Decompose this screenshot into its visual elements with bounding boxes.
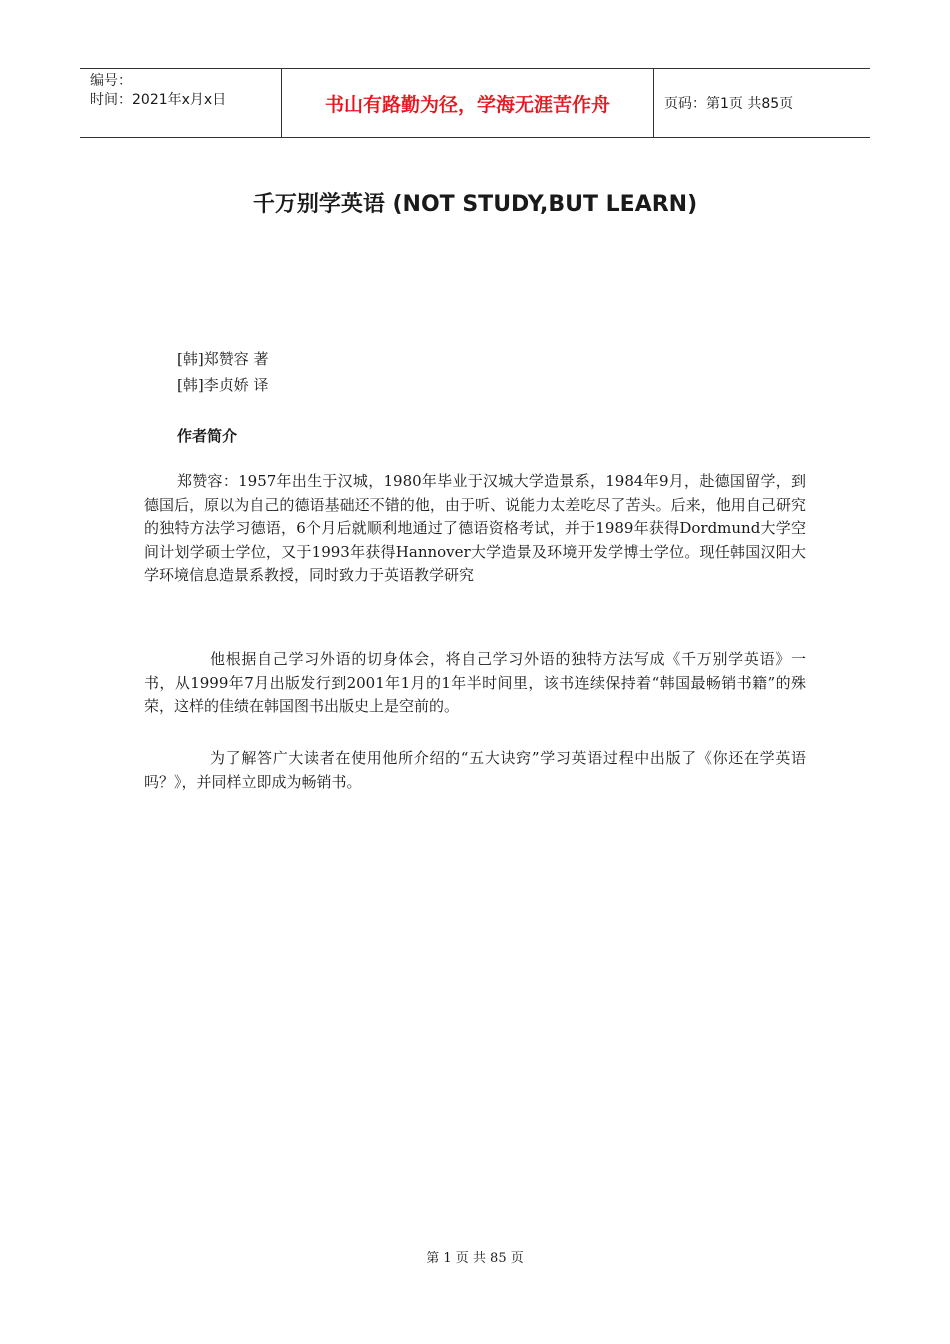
header-page-info: 页码：第1页 共85页 xyxy=(664,96,794,112)
number-label: 编号： xyxy=(90,73,132,89)
date-line: 时间：2021年x月x日 xyxy=(90,92,227,108)
paragraph-bio: 郑赞容：1957年出生于汉城，1980年毕业于汉城大学造景系，1984年9月，赴德国留学，到德国后，原以为自己的德语基础还不错的他，由于听、说能力太差吃尽了苦头。后来，他用自己研究的独特方法学习德语，6个月后就顺利地通过了德语资格考试，并于1989年获得Dordmund大学空间计划学硕士学位，又于1993年获得Hannover大学造景及环境开发学博士学位。现任韩国汉阳大学环境信息造景系教授，同时致力于英语教学研究 xyxy=(144,472,806,584)
document-header xyxy=(80,68,870,138)
author-line: [韩]郑赞容 著 xyxy=(177,350,269,368)
header-motto: 书山有路勤为径，学海无涯苦作舟 xyxy=(282,69,654,137)
translator-line: [韩]李贞娇 译 xyxy=(177,376,269,394)
page-footer: 第 1 页 共 85 页 xyxy=(426,1251,524,1266)
section-heading: 作者简介 xyxy=(177,427,238,445)
document-title: 千万别学英语 (NOT STUDY,BUT LEARN) xyxy=(252,192,698,217)
paragraph-sequel: 为了解答广大读者在使用他所介绍的“五大诀窍”学习英语过程中出版了《你还在学英语吗？》，并同样立即成为畅销书。 xyxy=(144,749,806,791)
header-meta xyxy=(80,69,282,137)
paragraph-book: 他根据自己学习外语的切身体会，将自己学习外语的独特方法写成《千万别学英语》一书，从1999年7月出版发行到2001年1月的1年半时间里，该书连续保持着“韩国最畅销书籍”的殊荣，这样的佳绩在韩国图书出版史上是空前的。 xyxy=(144,650,806,715)
